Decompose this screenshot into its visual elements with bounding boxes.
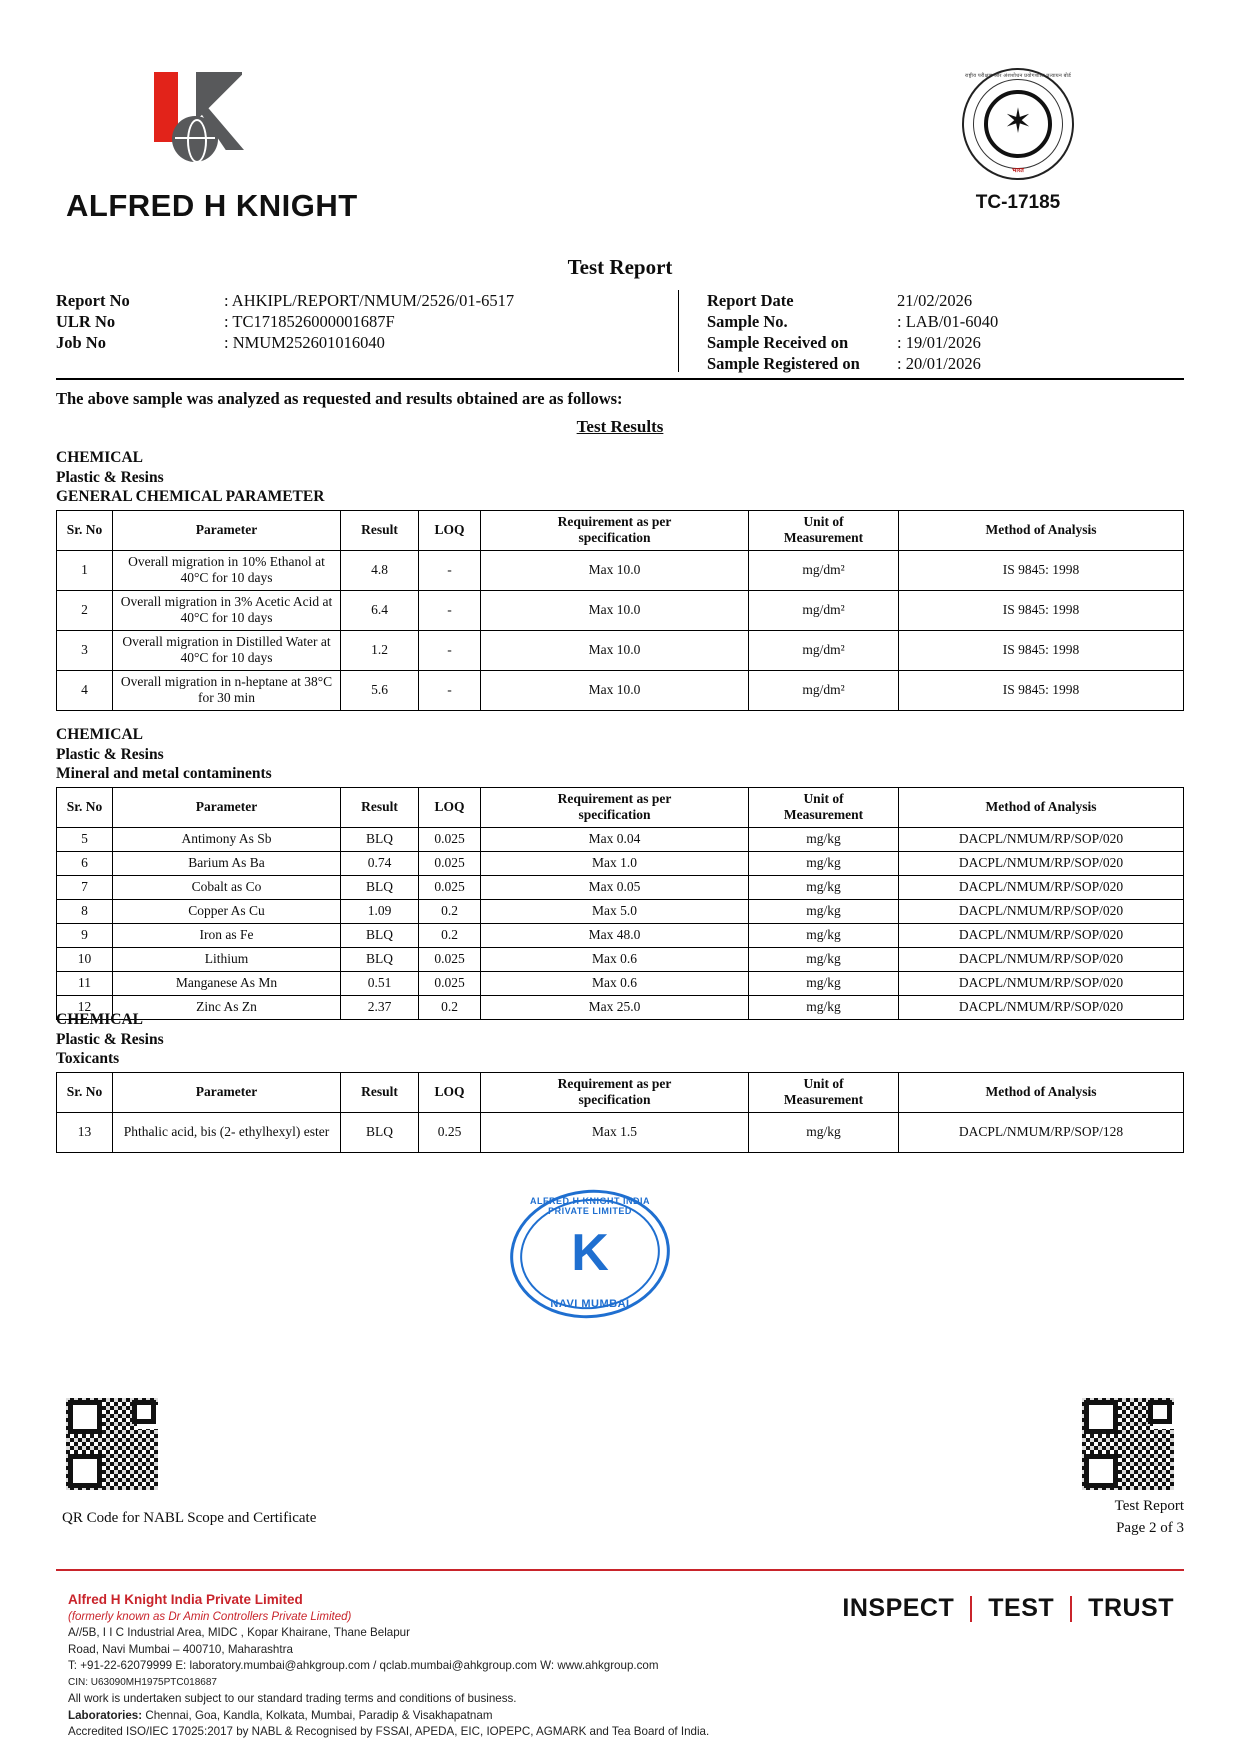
page-title: Test Report bbox=[567, 255, 673, 279]
qr-code-icon-right[interactable] bbox=[1082, 1398, 1174, 1490]
cell-unit: mg/kg bbox=[749, 899, 899, 923]
cell-method: IS 9845: 1998 bbox=[899, 670, 1184, 710]
table-row bbox=[57, 550, 1184, 590]
col-requirement-line2: specification bbox=[578, 807, 651, 822]
section-category: CHEMICAL bbox=[56, 1011, 143, 1028]
cell-req: Max 1.5 bbox=[481, 1112, 749, 1152]
cell-loq: - bbox=[419, 550, 481, 590]
section-toxicants bbox=[56, 1010, 1184, 1153]
logo-globe-icon bbox=[172, 116, 218, 162]
company-name: ALFRED H KNIGHT bbox=[66, 188, 358, 223]
footer-company-details bbox=[68, 1592, 788, 1741]
cell-loq: 0.025 bbox=[419, 947, 481, 971]
col-loq: LOQ bbox=[419, 1072, 481, 1112]
tagline-divider-1 bbox=[970, 1596, 972, 1622]
footer-former-name: (formerly known as Dr Amin Controllers Private Limited) bbox=[68, 1610, 352, 1623]
seal-bottom-text: भारत bbox=[1012, 168, 1024, 174]
cell-req: Max 10.0 bbox=[481, 590, 749, 630]
meta-row-report-no bbox=[56, 290, 656, 311]
cell-sr: 4 bbox=[57, 670, 113, 710]
cell-loq: 0.025 bbox=[419, 875, 481, 899]
nabl-accreditation-block bbox=[928, 68, 1108, 214]
cell-loq: 0.2 bbox=[419, 899, 481, 923]
page-number: Page 2 of 3 bbox=[1116, 1520, 1184, 1536]
cell-loq: 0.25 bbox=[419, 1112, 481, 1152]
cell-req: Max 5.0 bbox=[481, 899, 749, 923]
meta-label: Sample No. bbox=[707, 312, 788, 331]
section-category: CHEMICAL bbox=[56, 449, 143, 466]
cell-method: DACPL/NMUM/RP/SOP/020 bbox=[899, 995, 1184, 1019]
col-requirement-line2: specification bbox=[578, 530, 651, 545]
cell-result: BLQ bbox=[341, 947, 419, 971]
results-table-general bbox=[56, 510, 1184, 711]
cell-sr: 3 bbox=[57, 630, 113, 670]
col-sr-no: Sr. No bbox=[57, 1072, 113, 1112]
cell-result: 0.51 bbox=[341, 971, 419, 995]
results-heading: Test Results bbox=[576, 417, 664, 436]
table-row bbox=[57, 851, 1184, 875]
meta-value: : 20/01/2026 bbox=[897, 354, 981, 373]
col-method: Method of Analysis bbox=[899, 787, 1184, 827]
cell-param: Overall migration in 3% Acetic Acid at 40°C for 10 days bbox=[113, 590, 341, 630]
cell-loq: 0.025 bbox=[419, 971, 481, 995]
col-unit-line2: Measurement bbox=[783, 530, 864, 545]
cell-loq: 0.2 bbox=[419, 923, 481, 947]
cell-unit: mg/dm² bbox=[749, 550, 899, 590]
cell-param: Cobalt as Co bbox=[113, 875, 341, 899]
cell-sr: 1 bbox=[57, 550, 113, 590]
tagline-test: TEST bbox=[988, 1594, 1055, 1622]
header-divider bbox=[56, 378, 1184, 380]
cell-loq: 0.025 bbox=[419, 827, 481, 851]
cell-param: Phthalic acid, bis (2- ethylhexyl) ester bbox=[113, 1112, 341, 1152]
stamp-top-text: ALFRED H KNIGHT INDIA PRIVATE LIMITED bbox=[530, 1196, 650, 1216]
col-unit-line2: Measurement bbox=[783, 807, 864, 822]
cell-method: IS 9845: 1998 bbox=[899, 630, 1184, 670]
cell-result: 5.6 bbox=[341, 670, 419, 710]
cell-sr: 6 bbox=[57, 851, 113, 875]
tagline-inspect: INSPECT bbox=[842, 1594, 955, 1622]
footer-laboratories bbox=[68, 1708, 788, 1725]
section-product: Plastic & Resins bbox=[56, 745, 164, 763]
meta-label: Sample Registered on bbox=[707, 354, 860, 373]
company-round-stamp-icon bbox=[510, 1190, 670, 1318]
col-unit bbox=[749, 510, 899, 550]
cell-unit: mg/dm² bbox=[749, 630, 899, 670]
table-row bbox=[57, 947, 1184, 971]
col-result: Result bbox=[341, 787, 419, 827]
meta-label: Report No bbox=[56, 291, 130, 310]
footer-cin: CIN: U63090MH1975PTC018687 bbox=[68, 1676, 217, 1688]
col-requirement-line1: Requirement as per bbox=[557, 791, 672, 806]
results-table-toxicants bbox=[56, 1072, 1184, 1153]
col-unit-line2: Measurement bbox=[783, 1092, 864, 1107]
cell-method: DACPL/NMUM/RP/SOP/020 bbox=[899, 875, 1184, 899]
cell-result: 1.2 bbox=[341, 630, 419, 670]
qr-eye-icon bbox=[1148, 1400, 1172, 1424]
cell-loq: - bbox=[419, 670, 481, 710]
meta-label: Report Date bbox=[707, 291, 794, 310]
footer-company-name: Alfred H Knight India Private Limited bbox=[68, 1592, 303, 1607]
meta-row-job-no bbox=[56, 332, 656, 353]
cell-loq: - bbox=[419, 630, 481, 670]
cell-method: DACPL/NMUM/RP/SOP/020 bbox=[899, 851, 1184, 875]
cell-param: Barium As Ba bbox=[113, 851, 341, 875]
table-header-row bbox=[57, 510, 1184, 550]
page-info bbox=[1115, 1495, 1184, 1539]
tagline bbox=[842, 1594, 1174, 1623]
cell-sr: 5 bbox=[57, 827, 113, 851]
cell-unit: mg/kg bbox=[749, 995, 899, 1019]
section-product: Plastic & Resins bbox=[56, 1030, 164, 1048]
report-metadata-left bbox=[56, 290, 656, 353]
cell-method: DACPL/NMUM/RP/SOP/020 bbox=[899, 899, 1184, 923]
col-loq: LOQ bbox=[419, 787, 481, 827]
cell-req: Max 10.0 bbox=[481, 550, 749, 590]
table-row bbox=[57, 971, 1184, 995]
cell-unit: mg/kg bbox=[749, 827, 899, 851]
col-parameter: Parameter bbox=[113, 1072, 341, 1112]
meta-label: Sample Received on bbox=[707, 333, 849, 352]
cell-req: Max 0.05 bbox=[481, 875, 749, 899]
cell-result: BLQ bbox=[341, 875, 419, 899]
cell-method: DACPL/NMUM/RP/SOP/128 bbox=[899, 1112, 1184, 1152]
cell-result: 2.37 bbox=[341, 995, 419, 1019]
section-mineral-metal-contaminents bbox=[56, 725, 1184, 1020]
meta-label: ULR No bbox=[56, 312, 116, 331]
col-requirement bbox=[481, 1072, 749, 1112]
table-row bbox=[57, 875, 1184, 899]
tagline-divider-2 bbox=[1070, 1596, 1072, 1622]
meta-label: Job No bbox=[56, 333, 106, 352]
table-row bbox=[57, 827, 1184, 851]
cell-unit: mg/kg bbox=[749, 971, 899, 995]
meta-row-sample-no bbox=[707, 311, 1108, 332]
cell-result: BLQ bbox=[341, 1112, 419, 1152]
qr-code-icon-left[interactable] bbox=[66, 1398, 158, 1490]
cell-result: BLQ bbox=[341, 827, 419, 851]
meta-row-report-date bbox=[707, 290, 1108, 311]
cell-method: DACPL/NMUM/RP/SOP/020 bbox=[899, 923, 1184, 947]
cell-unit: mg/kg bbox=[749, 875, 899, 899]
table-row bbox=[57, 670, 1184, 710]
results-table-metals bbox=[56, 787, 1184, 1020]
cell-param: Overall migration in n-heptane at 38°C for 30 min bbox=[113, 670, 341, 710]
col-requirement-line2: specification bbox=[578, 1092, 651, 1107]
col-requirement bbox=[481, 510, 749, 550]
col-unit-line1: Unit of bbox=[803, 791, 844, 806]
ahk-logo-icon bbox=[152, 70, 272, 166]
page-info-label: Test Report bbox=[1114, 1498, 1184, 1514]
col-parameter: Parameter bbox=[113, 787, 341, 827]
col-result: Result bbox=[341, 1072, 419, 1112]
cell-sr: 7 bbox=[57, 875, 113, 899]
cell-unit: mg/dm² bbox=[749, 590, 899, 630]
section-group: GENERAL CHEMICAL PARAMETER bbox=[56, 488, 325, 505]
nabl-certificate-code: TC-17185 bbox=[975, 192, 1061, 213]
meta-value: : NMUM252601016040 bbox=[224, 333, 385, 352]
cell-sr: 11 bbox=[57, 971, 113, 995]
cell-req: Max 1.0 bbox=[481, 851, 749, 875]
tagline-trust: TRUST bbox=[1088, 1594, 1174, 1622]
cell-req: Max 0.6 bbox=[481, 971, 749, 995]
qr-left-caption: QR Code for NABL Scope and Certificate bbox=[62, 1510, 317, 1526]
cell-req: Max 10.0 bbox=[481, 670, 749, 710]
section-category: CHEMICAL bbox=[56, 726, 143, 743]
col-result: Result bbox=[341, 510, 419, 550]
col-requirement bbox=[481, 787, 749, 827]
meta-value: : TC1718526000001687F bbox=[224, 312, 395, 331]
cell-loq: 0.025 bbox=[419, 851, 481, 875]
table-row bbox=[57, 590, 1184, 630]
document-header bbox=[0, 0, 1240, 250]
cell-method: IS 9845: 1998 bbox=[899, 550, 1184, 590]
col-requirement-line1: Requirement as per bbox=[557, 1076, 672, 1091]
cell-param: Zinc As Zn bbox=[113, 995, 341, 1019]
intro-text: The above sample was analyzed as requested and results obtained are as follows: bbox=[56, 389, 623, 408]
cell-method: IS 9845: 1998 bbox=[899, 590, 1184, 630]
cell-method: DACPL/NMUM/RP/SOP/020 bbox=[899, 971, 1184, 995]
footer-laboratories-label: Laboratories: bbox=[68, 1708, 143, 1722]
col-unit bbox=[749, 787, 899, 827]
cell-param: Iron as Fe bbox=[113, 923, 341, 947]
meta-value: : LAB/01-6040 bbox=[897, 312, 999, 331]
footer-terms: All work is undertaken subject to our standard trading terms and conditions of business. bbox=[68, 1692, 517, 1705]
cell-param: Copper As Cu bbox=[113, 899, 341, 923]
col-parameter: Parameter bbox=[113, 510, 341, 550]
table-row bbox=[57, 630, 1184, 670]
cell-sr: 2 bbox=[57, 590, 113, 630]
cell-sr: 8 bbox=[57, 899, 113, 923]
cell-unit: mg/kg bbox=[749, 947, 899, 971]
cell-method: DACPL/NMUM/RP/SOP/020 bbox=[899, 827, 1184, 851]
cell-loq: 0.2 bbox=[419, 995, 481, 1019]
col-sr-no: Sr. No bbox=[57, 787, 113, 827]
col-sr-no: Sr. No bbox=[57, 510, 113, 550]
cell-req: Max 0.6 bbox=[481, 947, 749, 971]
cell-param: Overall migration in 10% Ethanol at 40°C for 10 days bbox=[113, 550, 341, 590]
meta-row-sample-registered bbox=[707, 353, 1108, 374]
footer-laboratories-value: Chennai, Goa, Kandla, Kolkata, Mumbai, Paradip & Visakhapatnam bbox=[142, 1708, 493, 1722]
col-unit-line1: Unit of bbox=[803, 1076, 844, 1091]
seal-star-icon: ✶ bbox=[1003, 103, 1033, 141]
nabl-accreditation-seal-icon bbox=[962, 68, 1074, 180]
cell-param: Manganese As Mn bbox=[113, 971, 341, 995]
col-method: Method of Analysis bbox=[899, 1072, 1184, 1112]
section-product: Plastic & Resins bbox=[56, 468, 164, 486]
seal-top-text: राष्ट्रीय परीक्षण और अंशशोधन प्रयोगशाला प्रत्यायन बोर्ड bbox=[964, 74, 1072, 79]
cell-req: Max 0.04 bbox=[481, 827, 749, 851]
cell-sr: 12 bbox=[57, 995, 113, 1019]
col-unit-line1: Unit of bbox=[803, 514, 844, 529]
meta-value: : 19/01/2026 bbox=[897, 333, 981, 352]
cell-result: BLQ bbox=[341, 923, 419, 947]
footer-divider bbox=[56, 1569, 1184, 1571]
section-general-chemical-parameter bbox=[56, 448, 1184, 711]
cell-req: Max 25.0 bbox=[481, 995, 749, 1019]
table-header-row bbox=[57, 787, 1184, 827]
col-unit bbox=[749, 1072, 899, 1112]
cell-loq: - bbox=[419, 590, 481, 630]
table-row bbox=[57, 1112, 1184, 1152]
footer-address-line2: Road, Navi Mumbai – 400710, Maharashtra bbox=[68, 1642, 293, 1656]
footer-address-line1: A//5B, I I C Industrial Area, MIDC , Kopar Khairane, Thane Belapur bbox=[68, 1626, 410, 1639]
footer-contact: T: +91-22-62079999 E: laboratory.mumbai@ahkgroup.com / qclab.mumbai@ahkgroup.com W: www.ahkgroup.com bbox=[68, 1659, 659, 1672]
qr-eye-icon bbox=[132, 1400, 156, 1424]
cell-result: 6.4 bbox=[341, 590, 419, 630]
cell-param: Antimony As Sb bbox=[113, 827, 341, 851]
cell-result: 1.09 bbox=[341, 899, 419, 923]
section-group: Mineral and metal contaminents bbox=[56, 765, 272, 782]
meta-value: 21/02/2026 bbox=[897, 291, 973, 310]
table-header-row bbox=[57, 1072, 1184, 1112]
section-group: Toxicants bbox=[56, 1050, 120, 1067]
cell-result: 4.8 bbox=[341, 550, 419, 590]
col-method: Method of Analysis bbox=[899, 510, 1184, 550]
cell-unit: mg/dm² bbox=[749, 670, 899, 710]
cell-sr: 9 bbox=[57, 923, 113, 947]
cell-req: Max 48.0 bbox=[481, 923, 749, 947]
cell-unit: mg/kg bbox=[749, 851, 899, 875]
meta-row-sample-received bbox=[707, 332, 1108, 353]
stamp-k-mark: K bbox=[571, 1223, 609, 1282]
cell-result: 0.74 bbox=[341, 851, 419, 875]
cell-unit: mg/kg bbox=[749, 923, 899, 947]
cell-unit: mg/kg bbox=[749, 1112, 899, 1152]
cell-sr: 10 bbox=[57, 947, 113, 971]
cell-param: Lithium bbox=[113, 947, 341, 971]
stamp-bottom-text: NAVI MUMBAI bbox=[550, 1298, 630, 1310]
table-row bbox=[57, 923, 1184, 947]
report-metadata-right bbox=[678, 290, 1108, 372]
cell-method: DACPL/NMUM/RP/SOP/020 bbox=[899, 947, 1184, 971]
cell-sr: 13 bbox=[57, 1112, 113, 1152]
meta-row-ulr-no bbox=[56, 311, 656, 332]
cell-param: Overall migration in Distilled Water at 40°C for 10 days bbox=[113, 630, 341, 670]
cell-req: Max 10.0 bbox=[481, 630, 749, 670]
ahk-logo bbox=[152, 70, 272, 166]
footer-accreditation: Accredited ISO/IEC 17025:2017 by NABL & Recognised by FSSAI, APEDA, EIC, IOPEPC, AGMARK and Tea Board of India. bbox=[68, 1725, 710, 1738]
col-loq: LOQ bbox=[419, 510, 481, 550]
col-requirement-line1: Requirement as per bbox=[557, 514, 672, 529]
table-row bbox=[57, 899, 1184, 923]
meta-value: : AHKIPL/REPORT/NMUM/2526/01-6517 bbox=[224, 291, 515, 310]
